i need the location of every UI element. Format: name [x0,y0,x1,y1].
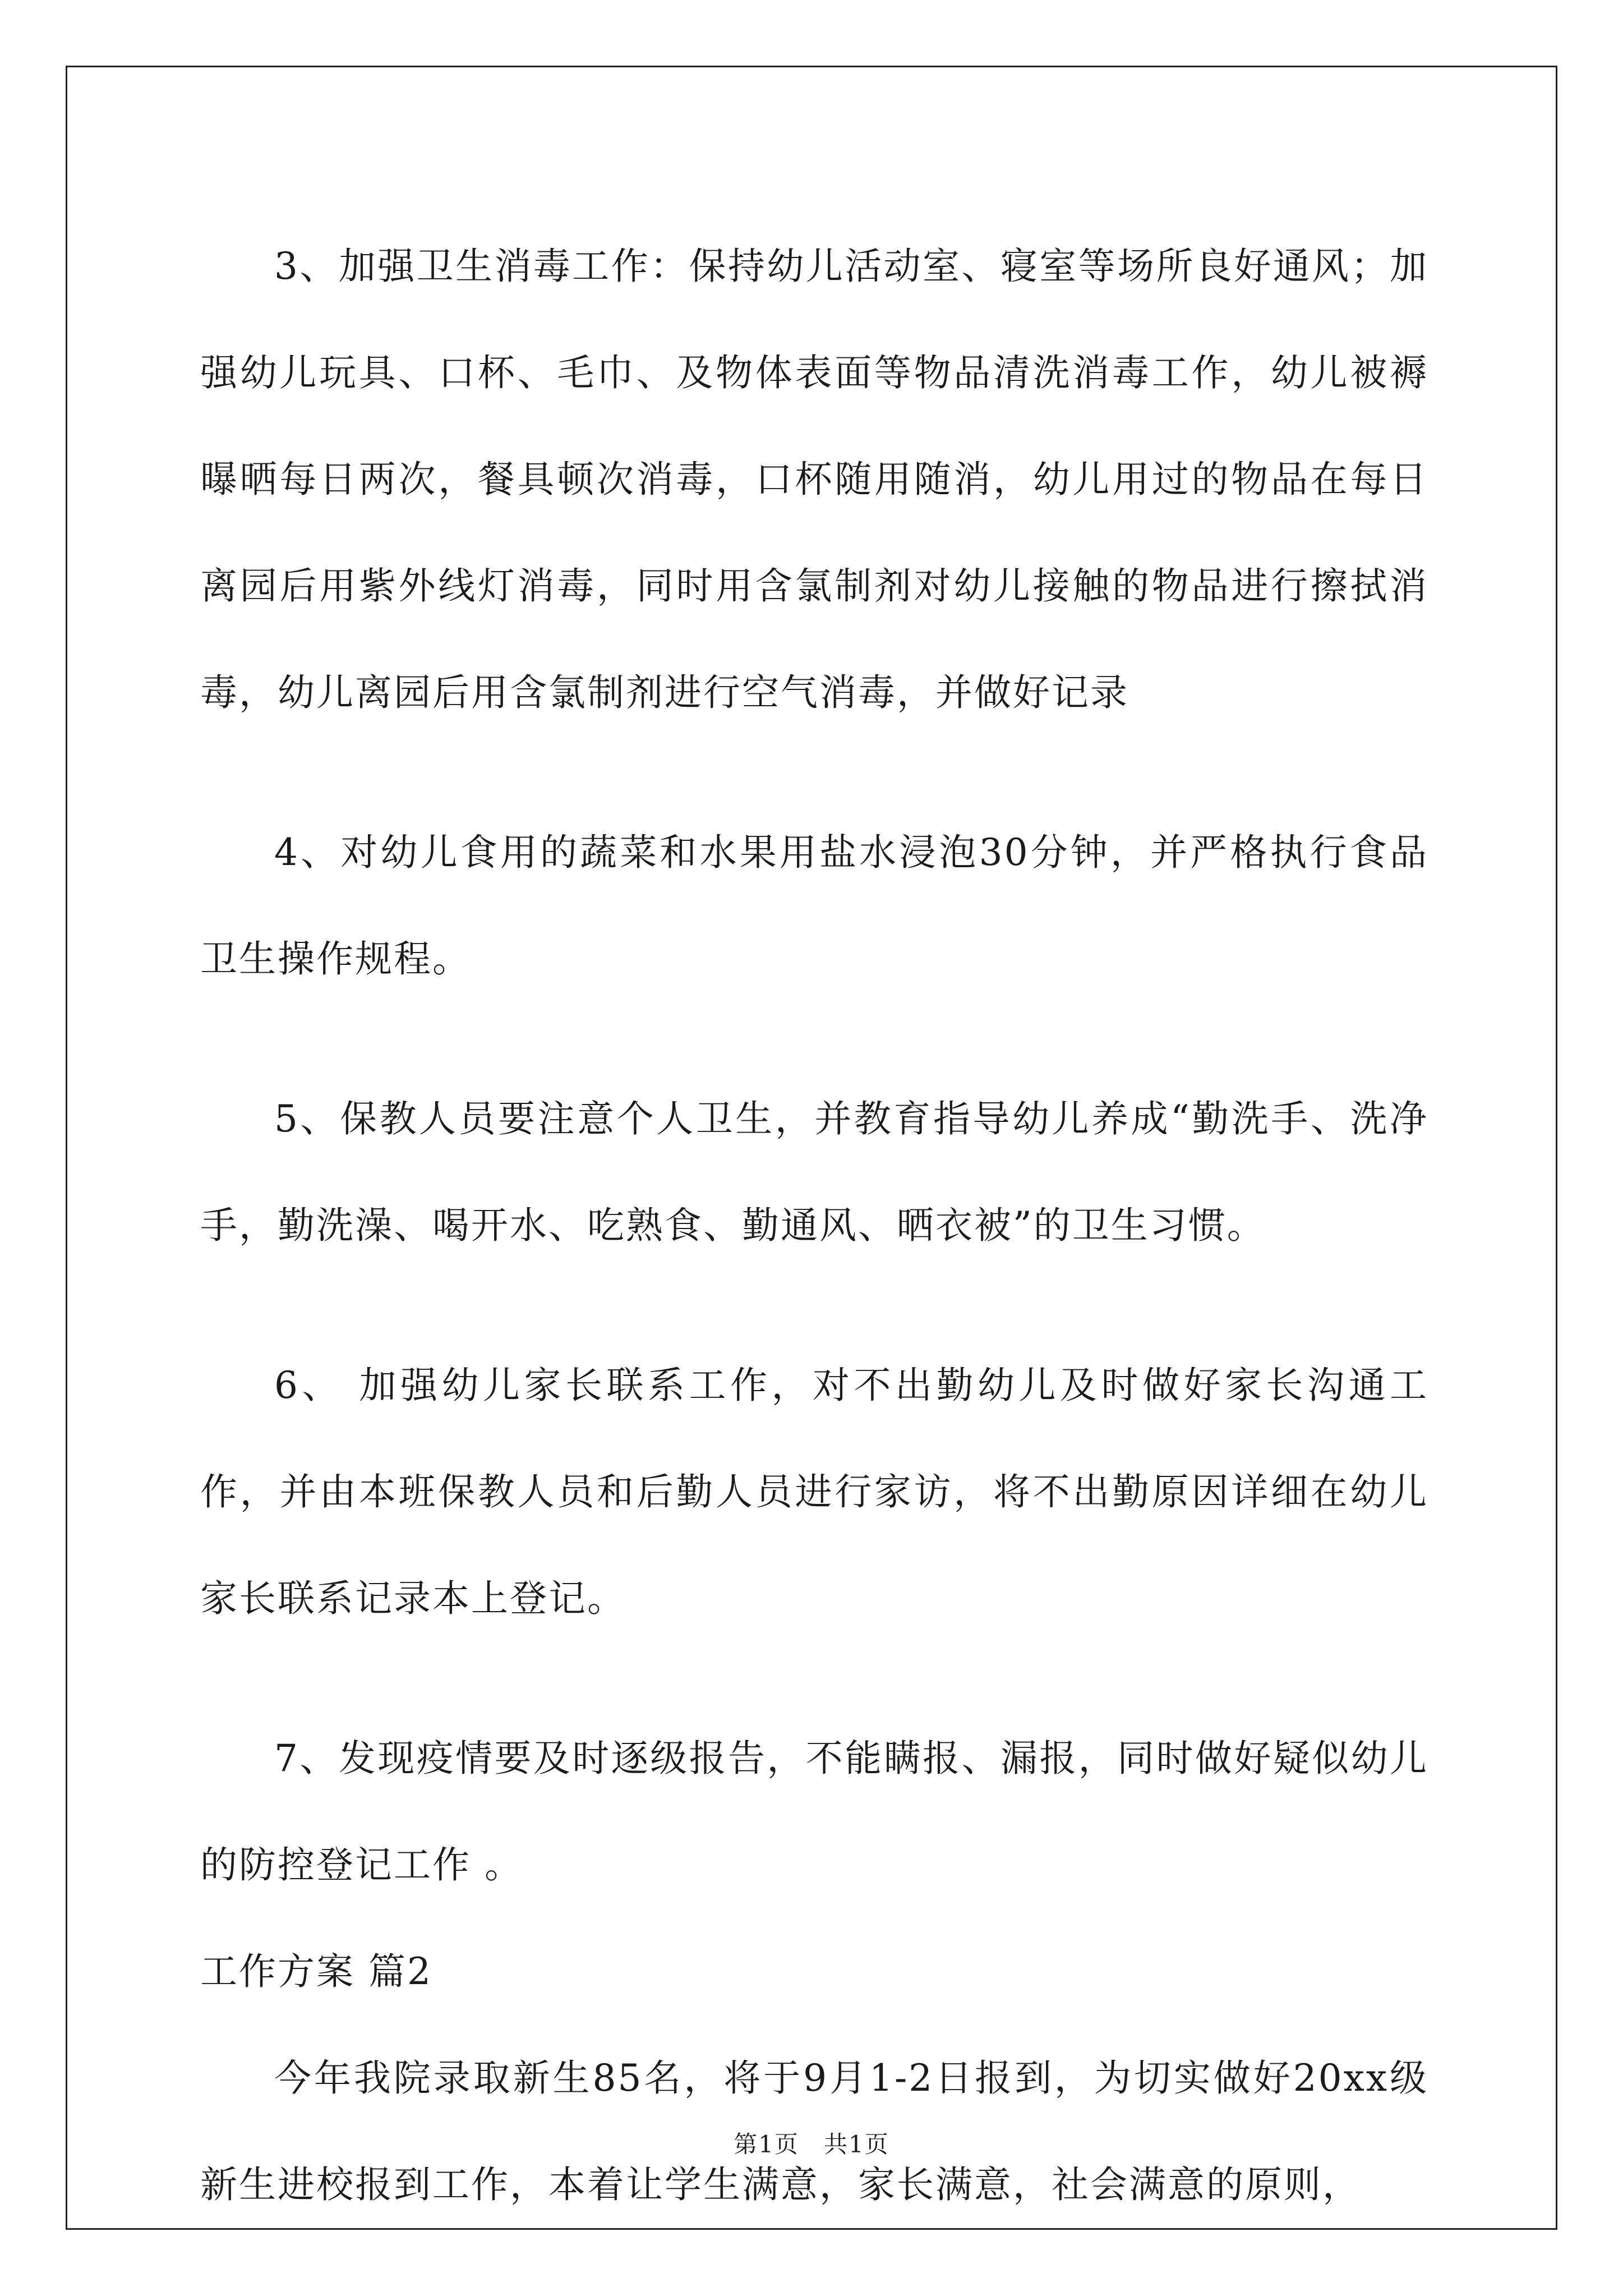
paragraph-personal-hygiene: 5、保教人员要注意个人卫生，并教育指导幼儿养成“勤洗手、洗净手，勤洗澡、喝开水、吃熟食、勤通风、晒衣被”的卫生习惯。 [200,1097,1428,1247]
document-body [200,213,1428,2292]
paragraph-epidemic-report: 7、发现疫情要及时逐级报告，不能瞒报、漏报，同时做好疑似幼儿的防控登记工作 。 [200,1737,1428,1887]
page-number-footer: 第1页 共1页 [734,2131,889,2158]
paragraph-new-students: 今年我院录取新生85名，将于9月1-2日报到，为切实做好20xx级新生进校报到工作，本着让学生满意，家长满意，社会满意的原则， [200,2056,1428,2206]
paragraph-hygiene-disinfection: 3、加强卫生消毒工作：保持幼儿活动室、寝室等场所良好通风；加强幼儿玩具、口杯、毛巾、及物体表面等物品清洗消毒工作，幼儿被褥曝晒每日两次，餐具顿次消毒，口杯随用随消，幼儿用过的物品在每日离园后用紫外线灯消毒，同时用含氯制剂对幼儿接触的物品进行擦拭消毒，幼儿离园后用含氯制剂进行空气消毒，并做好记录 [200,245,1428,714]
paragraph-parent-contact: 6、 加强幼儿家长联系工作，对不出勤幼儿及时做好家长沟通工作，并由本班保教人员和后勤人员进行家访，将不出勤原因详细在幼儿家长联系记录本上登记。 [200,1364,1428,1620]
section-heading: 工作方案 篇2 [200,1950,432,1993]
paragraph-vegetable-soaking: 4、对幼儿食用的蔬菜和水果用盐水浸泡30分钟，并严格执行食品卫生操作规程。 [200,831,1428,981]
